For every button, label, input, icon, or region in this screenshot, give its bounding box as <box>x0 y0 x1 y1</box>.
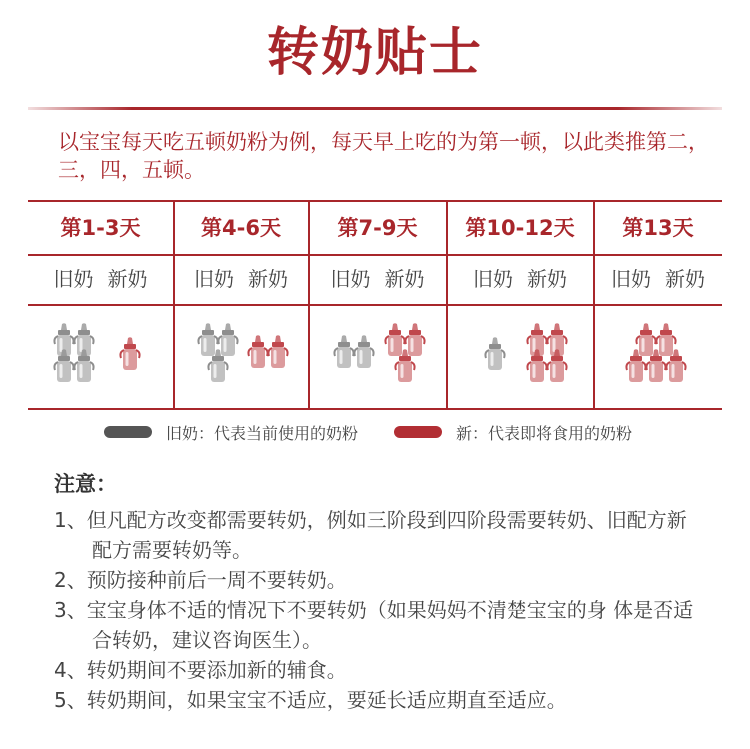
old-milk-label: 旧奶 <box>194 267 234 291</box>
old-milk-label: 旧奶 <box>53 267 94 291</box>
legend-new <box>394 420 632 444</box>
new-bottle-icon <box>119 337 141 371</box>
schedule-table <box>28 200 722 410</box>
note-line-continued: 配方需要转奶等。 <box>92 538 252 562</box>
schedule-column <box>594 202 722 408</box>
new-milk-label: 新奶 <box>248 267 288 291</box>
schedule-column <box>174 202 308 408</box>
column-labels <box>447 254 593 304</box>
page-title: 转奶贴士 <box>266 23 483 83</box>
old-bottle-icon <box>353 335 375 369</box>
new-bottle-icon <box>267 335 289 369</box>
new-bottle-icon <box>526 349 548 383</box>
new-milk-label: 新奶 <box>665 267 705 291</box>
old-bottle-icon <box>73 349 95 383</box>
old-milk-label: 旧奶 <box>473 267 513 291</box>
schedule-column <box>28 202 173 408</box>
column-labels <box>594 254 722 304</box>
intro-text: 以宝宝每天吃五顿奶粉为例，每天早上吃的为第一顿，以此类推第二，三，四，五顿。 <box>58 130 709 182</box>
note-line-continued: 合转奶，建议咨询医生）。 <box>92 628 322 652</box>
column-period: 第13天 <box>622 216 694 240</box>
bottle-group <box>447 306 593 406</box>
column-period: 第4-6天 <box>201 216 281 240</box>
column-period: 第10-12天 <box>465 216 575 240</box>
old-bottle-icon <box>53 349 75 383</box>
notes-title: 注意： <box>54 472 117 496</box>
new-bottle-icon <box>625 349 647 383</box>
schedule-column <box>447 202 593 408</box>
bottle-group <box>174 306 308 406</box>
note-line: 4、转奶期间不要添加新的辅食。 <box>54 658 347 682</box>
legend-new-text: 新：代表即将食用的奶粉 <box>456 423 633 443</box>
bottle-group <box>28 306 173 406</box>
note-item <box>54 685 714 715</box>
schedule-column <box>309 202 446 408</box>
bottle-group <box>309 306 446 406</box>
column-labels <box>174 254 308 304</box>
note-line: 3、宝宝身体不适的情况下不要转奶（如果妈妈不清楚宝宝的身 体是否适 <box>54 598 694 622</box>
new-milk-label: 新奶 <box>527 267 567 291</box>
column-labels <box>309 254 446 304</box>
column-period: 第1-3天 <box>60 216 141 240</box>
note-item <box>54 655 714 685</box>
new-bottle-icon <box>247 335 269 369</box>
column-period: 第7-9天 <box>337 216 418 240</box>
old-milk-label: 旧奶 <box>330 267 371 291</box>
bottle-group <box>594 306 722 406</box>
new-milk-swatch <box>394 426 442 438</box>
new-bottle-icon <box>394 349 416 383</box>
note-line: 5、转奶期间，如果宝宝不适应，要延长适应期直至适应。 <box>54 688 567 712</box>
old-bottle-icon <box>484 337 506 371</box>
new-bottle-icon <box>665 349 687 383</box>
old-milk-swatch <box>104 426 152 438</box>
note-item <box>54 565 714 595</box>
column-labels <box>28 254 173 304</box>
new-milk-label: 新奶 <box>384 267 425 291</box>
divider-top <box>28 107 722 110</box>
old-milk-label: 旧奶 <box>611 267 651 291</box>
note-line: 1、但凡配方改变都需要转奶，例如三阶段到四阶段需要转奶、旧配方新 <box>54 508 687 532</box>
new-milk-label: 新奶 <box>107 267 148 291</box>
note-item <box>54 595 714 655</box>
note-item <box>54 505 714 565</box>
legend-old <box>104 420 358 444</box>
new-bottle-icon <box>546 349 568 383</box>
legend-old-text: 旧奶：代表当前使用的奶粉 <box>166 423 359 443</box>
new-bottle-icon <box>645 349 667 383</box>
note-line: 2、预防接种前后一周不要转奶。 <box>54 568 347 592</box>
old-bottle-icon <box>207 349 229 383</box>
old-bottle-icon <box>333 335 355 369</box>
